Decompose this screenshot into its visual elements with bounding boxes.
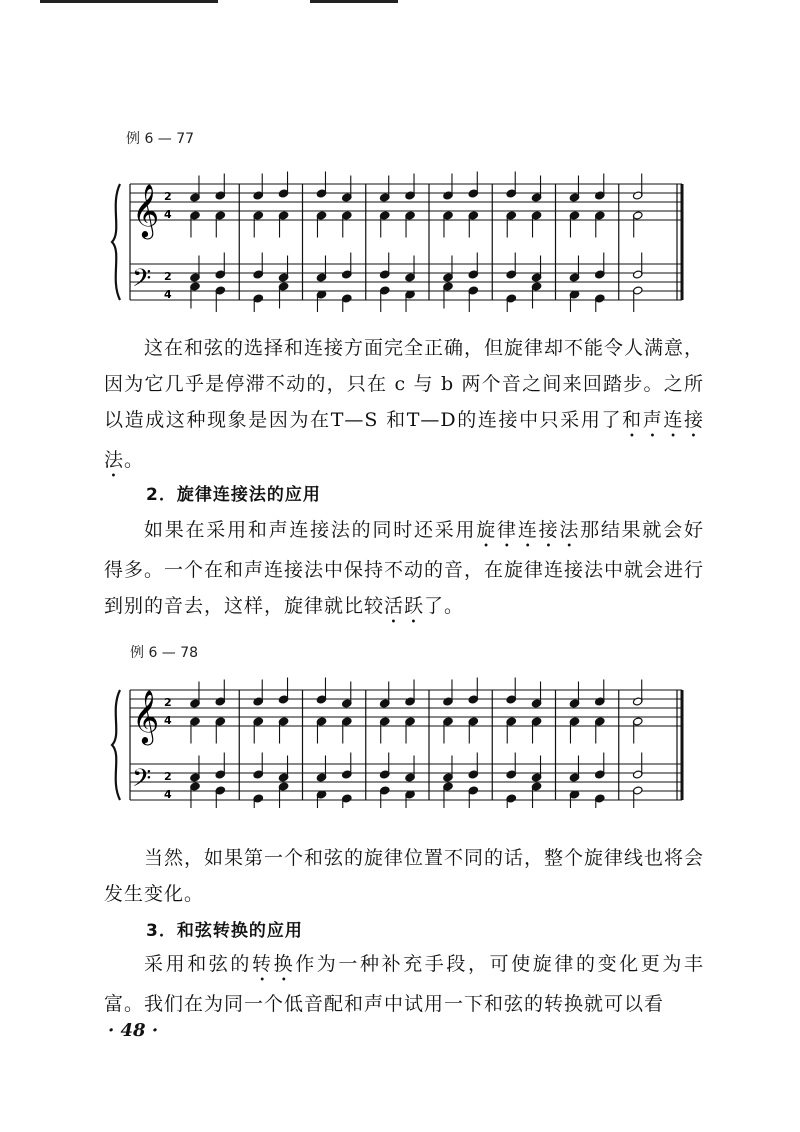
bass-clef: 𝄢 (132, 264, 152, 299)
time-signature-bottom: 4 (164, 208, 172, 222)
section-heading-3: 3．和弦转换的应用 (146, 921, 303, 941)
paragraph-1: 这在和弦的选择和连接方面完全正确，但旋律却不能令人满意，因为它几乎是停滞不动的，只在 c 与 b 两个音之间来回踏步。之所以造成这种现象是因为在T—S 和T—D的连接中只采用了和声连接法。 (104, 337, 705, 471)
time-signature-top: 2 (164, 270, 172, 284)
brace (112, 184, 120, 300)
emphasis-conversion: 转换 (252, 953, 296, 975)
example-label-78: 例 6 — 78 (130, 645, 199, 661)
time-signature-bottom: 4 (164, 788, 172, 802)
time-signature-top: 2 (164, 770, 172, 784)
page-number: · 48 · (108, 1020, 159, 1041)
treble-clef: 𝄞 (132, 689, 160, 743)
emphasis-melodic-connection: 旋律连接法 (476, 519, 581, 541)
time-signature-top: 2 (164, 696, 172, 710)
time-signature-bottom: 4 (164, 288, 172, 302)
emphasis-lively: 活跃 (384, 595, 425, 617)
treble-clef: 𝄞 (132, 183, 160, 237)
bass-clef: 𝄢 (132, 764, 152, 799)
time-signature-bottom: 4 (164, 714, 172, 728)
section-heading-2: 2．旋律连接法的应用 (146, 485, 321, 505)
score-example-78 (108, 668, 688, 808)
example-label-77: 例 6 — 77 (126, 131, 195, 147)
time-signature-top: 2 (164, 190, 172, 204)
emphasis-harmonic-connection: 和声连接法 (104, 409, 704, 471)
paragraph-2: 如果在采用和声连接法的同时还采用旋律连接法那结果就会好得多。一个在和声连接法中保持不动的音，在旋律连接法中就会进行到别的音去，这样，旋律就比较活跃了。 (104, 519, 705, 617)
brace (112, 690, 120, 800)
paragraph-3: 当然，如果第一个和弦的旋律位置不同的话，整个旋律线也将会发生变化。 (104, 847, 705, 905)
top-rule-left (40, 0, 218, 3)
score-example-77 (108, 160, 688, 312)
paragraph-4: 采用和弦的转换作为一种补充手段，可使旋律的变化更为丰富。我们在为同一个低音配和声中试用一下和弦的转换就可以看 (104, 953, 704, 1015)
top-rule-right (310, 0, 398, 3)
